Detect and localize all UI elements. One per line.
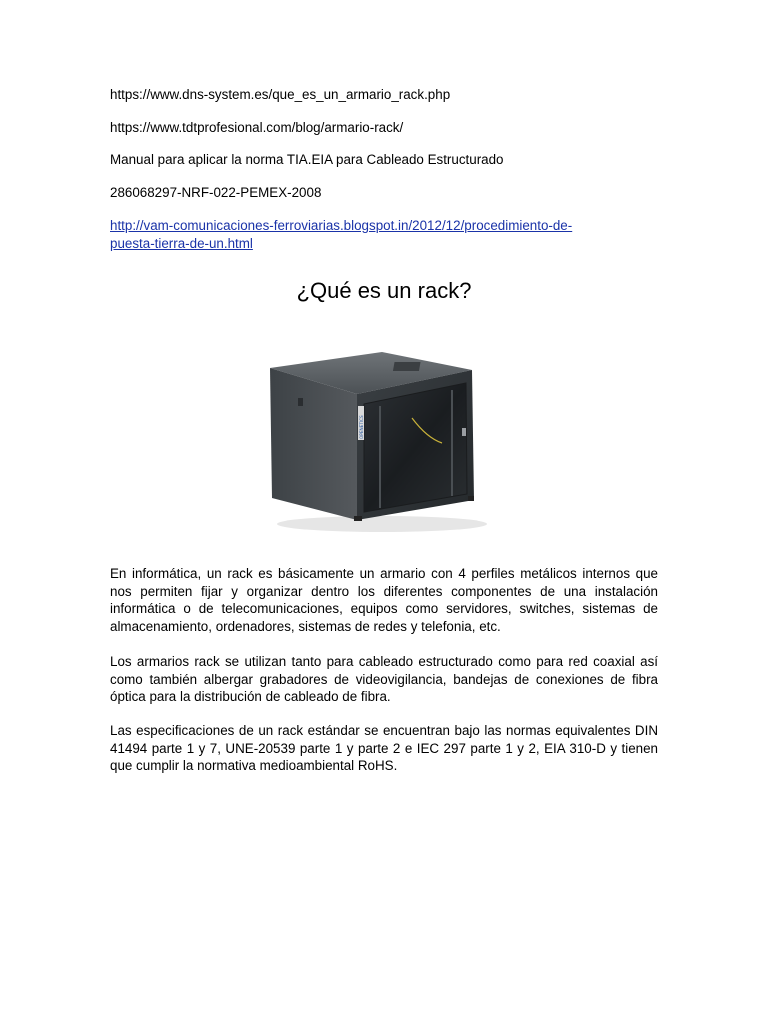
- reference-url-tdtprofesional[interactable]: https://www.tdtprofesional.com/blog/armario-rack/: [110, 120, 404, 135]
- cabinet-foot: [354, 516, 362, 521]
- cabinet-top-vent: [393, 362, 421, 371]
- cabinet-shadow: [277, 516, 487, 532]
- door-handle-icon: [462, 428, 466, 436]
- paragraph-uses: Los armarios rack se utilizan tanto para cableado estructurado como para red coaxial así como también albergar grabadores de videovigilancia, bandejas de conexiones de fibra óptica para la distribución de cableado de fibra.: [110, 654, 658, 704]
- reference-nrf-pemex: 286068297-NRF-022-PEMEX-2008: [110, 185, 322, 200]
- rack-cabinet-image: [262, 348, 492, 538]
- reference-url-dns-system[interactable]: https://www.dns-system.es/que_es_un_armario_rack.php: [110, 87, 451, 102]
- hyperlink-line-2[interactable]: puesta-tierra-de-un.html: [110, 236, 253, 251]
- brand-label-text: OPENETICS: [359, 415, 364, 439]
- reference-hyperlink[interactable]: [110, 217, 625, 253]
- cabinet-foot: [468, 496, 474, 501]
- paragraph-definition: En informática, un rack es básicamente un armario con 4 perfiles metálicos internos que nos permiten fijar y organizar dentro los diferentes componentes de una instalación informática o de telecomunicaciones, equipos como servidores, switches, sistemas de almacenamiento, ordenadores, sistemas de redes y telefonia, etc.: [110, 566, 658, 634]
- cabinet-side-panel: [270, 368, 357, 520]
- reference-manual-tia-eia: Manual para aplicar la norma TIA.EIA para Cableado Estructurado: [110, 152, 504, 167]
- hyperlink-line-1[interactable]: http://vam-comunicaciones-ferroviarias.blogspot.in/2012/12/procedimiento-de-: [110, 218, 573, 233]
- side-lock-icon: [298, 398, 303, 406]
- page-title: ¿Qué es un rack?: [296, 278, 472, 303]
- paragraph-specifications: Las especificaciones de un rack estándar se encuentran bajo las normas equivalentes DIN 41494 parte 1 y 7, UNE-20539 parte 1 y parte 2 e IEC 297 parte 1 y 2, EIA 310-D y tienen que cumplir la normativa medioambiental RoHS.: [110, 723, 658, 773]
